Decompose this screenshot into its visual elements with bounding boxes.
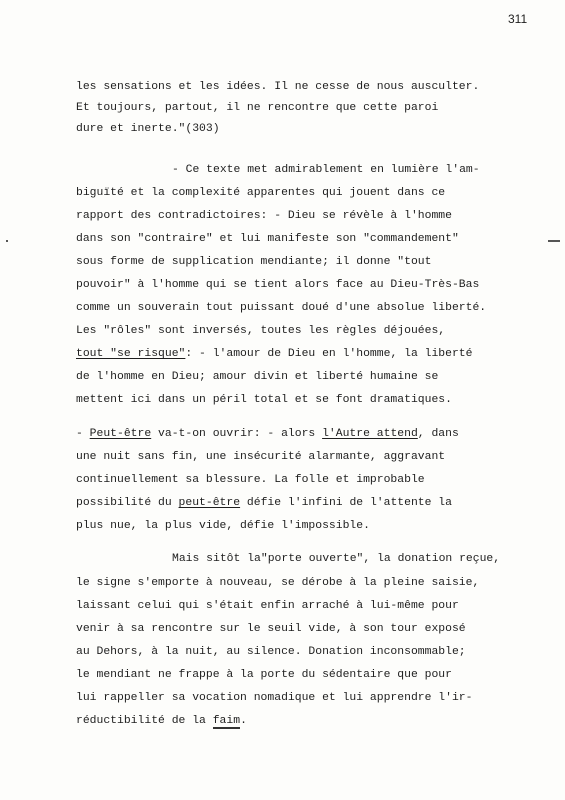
text-span: , dans [417,428,459,440]
left-margin-mark [6,240,8,242]
text-line: continuellement sa blessure. La folle et improbable [76,474,425,486]
text-line: rapport des contradictoires: - Dieu se révèle à l'homme [76,210,452,222]
page-number: 311 [508,12,528,26]
text-line: sous forme de supplication mendiante; il donne "tout [76,256,432,268]
text-span: possibilité du [76,497,179,509]
text-line: Les "rôles" sont inversés, toutes les règles déjouées, [76,325,446,337]
text-line: au Dehors, à la nuit, au silence. Donation inconsommable; [76,646,466,658]
text-line [76,714,247,728]
text-line: Et toujours, partout, il ne rencontre que cette paroi [76,102,439,114]
text-line: mettent ici dans un péril total et se font dramatiques. [76,394,452,406]
text-span: : - l'amour de Dieu en l'homme, la liberté [185,348,473,360]
right-margin-mark [548,240,560,242]
underlined-phrase: faim [212,715,241,727]
text-line [76,427,459,441]
text-line: Mais sitôt la"porte ouverte", la donation reçue, [172,553,501,565]
text-span: . [240,715,247,727]
text-line: comme un souverain tout puissant doué d'une absolue liberté. [76,302,487,314]
text-line: une nuit sans fin, une insécurité alarmante, aggravant [76,451,446,463]
text-line: dure et inerte."(303) [76,123,220,135]
text-span: - [76,428,90,440]
text-line: le mendiant ne frappe à la porte du sédentaire que pour [76,669,452,681]
underlined-phrase: l'Autre attend [322,428,418,440]
text-span: défie l'infini de l'attente la [240,497,452,509]
text-line [76,496,452,510]
text-line: le signe s'emporte à nouveau, se dérobe à la pleine saisie, [76,577,480,589]
text-span: réductibilité de la [76,715,213,727]
text-line: de l'homme en Dieu; amour divin et liberté humaine se [76,371,439,383]
text-line: - Ce texte met admirablement en lumière l'am- [172,164,480,176]
text-line: biguïté et la complexité apparentes qui jouent dans ce [76,187,446,199]
text-line: plus nue, la plus vide, défie l'impossible. [76,520,370,532]
text-line: laissant celui qui s'était enfin arraché à lui-même pour [76,600,459,612]
text-line [76,347,472,361]
underlined-phrase: Peut-être [89,428,152,440]
underlined-phrase: peut-être [178,497,241,509]
text-line: pouvoir" à l'homme qui se tient alors face au Dieu-Très-Bas [76,279,480,291]
text-span: va-t-on ouvrir: - alors [151,428,323,440]
text-line: les sensations et les idées. Il ne cesse de nous ausculter. [76,81,480,93]
text-line: dans son "contraire" et lui manifeste son "commandement" [76,233,459,245]
text-line: lui rappeller sa vocation nomadique et lui apprendre l'ir- [76,692,473,704]
text-line: venir à sa rencontre sur le seuil vide, à son tour exposé [76,623,466,635]
underlined-phrase: tout "se risque" [76,348,186,360]
